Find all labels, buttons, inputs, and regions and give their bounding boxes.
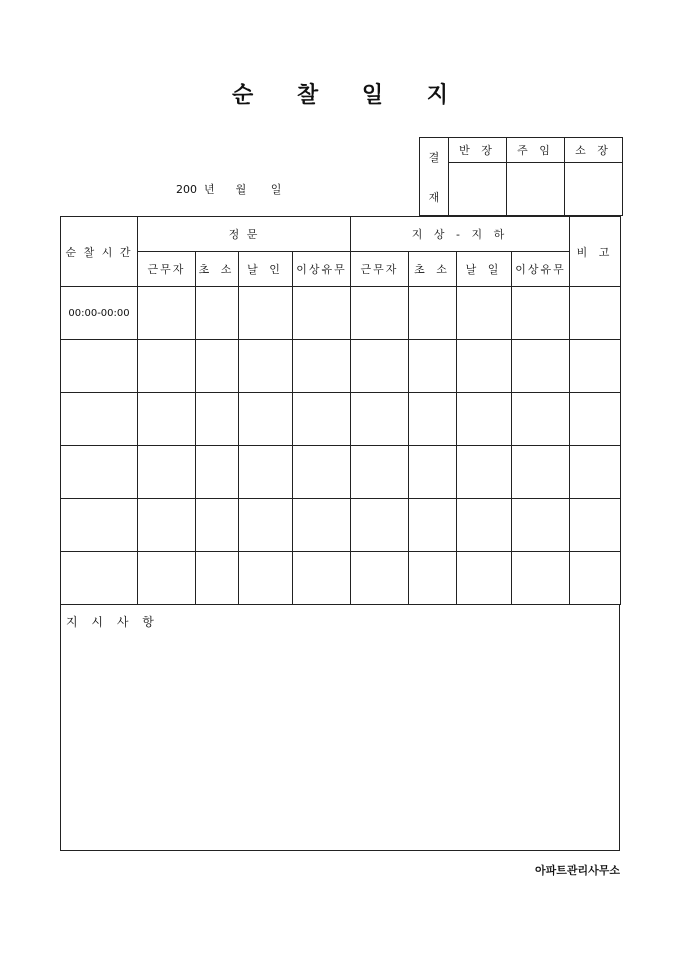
- row-time[interactable]: [61, 499, 138, 552]
- table-cell[interactable]: [409, 340, 457, 393]
- row-time[interactable]: [61, 552, 138, 605]
- table-cell[interactable]: [351, 287, 409, 340]
- instructions-box[interactable]: [60, 605, 620, 851]
- table-row: [61, 552, 621, 605]
- table-cell[interactable]: [138, 393, 196, 446]
- table-row: [61, 287, 621, 340]
- table-cell[interactable]: [570, 340, 621, 393]
- sub-header-post: 초 소: [196, 252, 239, 287]
- table-cell[interactable]: [196, 446, 239, 499]
- approval-label: [420, 138, 449, 216]
- sub-header-post: 초 소: [409, 252, 457, 287]
- table-cell[interactable]: [293, 340, 351, 393]
- approval-sign-manager[interactable]: [507, 163, 565, 216]
- table-cell[interactable]: [196, 393, 239, 446]
- table-cell[interactable]: [457, 287, 512, 340]
- approval-header-manager: 주 임: [507, 138, 565, 163]
- row-time[interactable]: 00:00-00:00: [61, 287, 138, 340]
- patrol-log-table: [60, 216, 621, 605]
- table-cell[interactable]: [457, 446, 512, 499]
- table-cell[interactable]: [239, 499, 293, 552]
- approval-header-director: 소 장: [565, 138, 623, 163]
- table-cell[interactable]: [457, 340, 512, 393]
- instructions-label: 지 시 사 항: [66, 615, 159, 629]
- table-cell[interactable]: [239, 552, 293, 605]
- table-cell[interactable]: [196, 340, 239, 393]
- row-time[interactable]: [61, 340, 138, 393]
- table-cell[interactable]: [196, 499, 239, 552]
- main-gate-header: 정 문: [138, 217, 351, 252]
- approval-box: [419, 137, 623, 216]
- table-cell[interactable]: [239, 446, 293, 499]
- table-cell[interactable]: [293, 499, 351, 552]
- table-cell[interactable]: [239, 393, 293, 446]
- table-cell[interactable]: [409, 552, 457, 605]
- table-cell[interactable]: [351, 340, 409, 393]
- table-cell[interactable]: [512, 287, 570, 340]
- table-cell[interactable]: [512, 446, 570, 499]
- table-cell[interactable]: [457, 393, 512, 446]
- table-cell[interactable]: [512, 393, 570, 446]
- office-name: 아파트관리사무소: [534, 864, 620, 877]
- row-time[interactable]: [61, 446, 138, 499]
- approval-label-top: 결: [428, 150, 440, 164]
- remarks-header: 비 고: [570, 217, 621, 287]
- table-cell[interactable]: [138, 287, 196, 340]
- table-row: [61, 340, 621, 393]
- underground-header: 지 상 - 지 하: [351, 217, 570, 252]
- time-header: 순 찰 시 간: [61, 217, 138, 287]
- approval-header-team-leader: 반 장: [449, 138, 507, 163]
- sub-header-anomaly: 이상유무: [293, 252, 351, 287]
- table-cell[interactable]: [512, 552, 570, 605]
- table-cell[interactable]: [293, 552, 351, 605]
- table-cell[interactable]: [409, 499, 457, 552]
- table-cell[interactable]: [570, 393, 621, 446]
- sub-header-guard: 근무자: [138, 252, 196, 287]
- table-cell[interactable]: [293, 446, 351, 499]
- table-row: [61, 499, 621, 552]
- table-cell[interactable]: [570, 552, 621, 605]
- row-time[interactable]: [61, 393, 138, 446]
- table-cell[interactable]: [351, 446, 409, 499]
- table-cell[interactable]: [196, 552, 239, 605]
- table-cell[interactable]: [138, 552, 196, 605]
- table-row: [61, 446, 621, 499]
- approval-sign-director[interactable]: [565, 163, 623, 216]
- table-cell[interactable]: [351, 552, 409, 605]
- sub-header-seal: 날 인: [239, 252, 293, 287]
- table-cell[interactable]: [293, 393, 351, 446]
- approval-sign-team-leader[interactable]: [449, 163, 507, 216]
- table-cell[interactable]: [457, 499, 512, 552]
- table-row: [61, 393, 621, 446]
- table-cell[interactable]: [570, 446, 621, 499]
- table-cell[interactable]: [409, 287, 457, 340]
- table-cell[interactable]: [239, 340, 293, 393]
- table-cell[interactable]: [409, 446, 457, 499]
- page-title: 순 찰 일 지: [232, 82, 466, 108]
- table-cell[interactable]: [293, 287, 351, 340]
- table-cell[interactable]: [196, 287, 239, 340]
- sub-header-guard: 근무자: [351, 252, 409, 287]
- table-cell[interactable]: [138, 499, 196, 552]
- table-cell[interactable]: [512, 499, 570, 552]
- table-cell[interactable]: [570, 499, 621, 552]
- table-cell[interactable]: [457, 552, 512, 605]
- approval-label-bottom: 재: [428, 190, 440, 204]
- date-line: 200 년 월 일: [176, 183, 282, 196]
- table-cell[interactable]: [138, 340, 196, 393]
- table-cell[interactable]: [570, 287, 621, 340]
- table-cell[interactable]: [351, 393, 409, 446]
- sub-header-seal: 날 일: [457, 252, 512, 287]
- table-cell[interactable]: [138, 446, 196, 499]
- table-cell[interactable]: [351, 499, 409, 552]
- table-cell[interactable]: [512, 340, 570, 393]
- table-cell[interactable]: [239, 287, 293, 340]
- table-cell[interactable]: [409, 393, 457, 446]
- sub-header-anomaly: 이상유무: [512, 252, 570, 287]
